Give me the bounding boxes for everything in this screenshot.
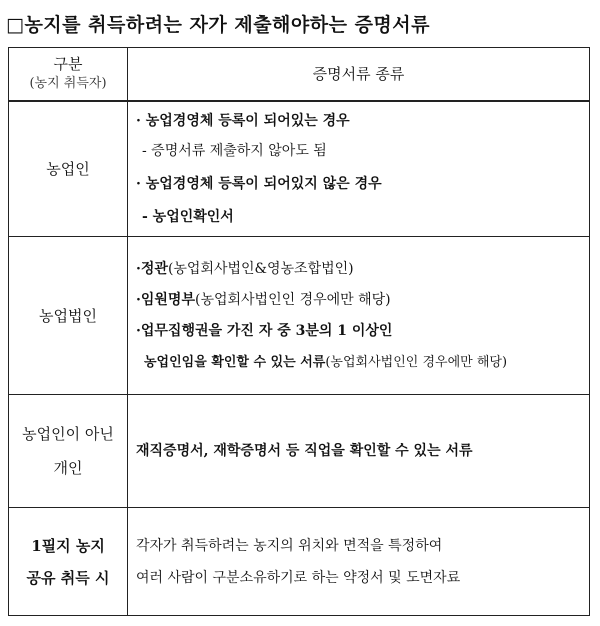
document-line xyxy=(136,285,589,316)
document-line xyxy=(136,316,589,347)
documents-cell xyxy=(128,237,590,395)
category-label-continued: 공유 취득 시 xyxy=(26,568,110,587)
document-line: 각자가 취득하려는 농지의 위치와 면적을 특정하여 xyxy=(136,537,443,554)
page-title: □농지를 취득하려는 자가 제출해야하는 증명서류 xyxy=(6,14,430,36)
documents-cell xyxy=(128,395,590,508)
document-table xyxy=(8,47,590,616)
table-row xyxy=(9,395,590,508)
category-cell xyxy=(9,101,128,237)
document-line xyxy=(136,347,589,378)
document-note: (농업회사법인&영농조합법인) xyxy=(167,260,354,277)
header-documents-cell xyxy=(128,48,590,101)
condition-line: · 농업경영체 등록이 되어있는 경우 xyxy=(136,112,350,129)
category-label: 농업인 xyxy=(46,159,90,178)
header-category-sublabel: (농지 취득자) xyxy=(29,75,107,91)
category-label: 농업법인 xyxy=(39,306,97,325)
document-line: - 농업인확인서 xyxy=(142,208,234,225)
document-line xyxy=(136,254,589,285)
header-documents-label: 증명서류 종류 xyxy=(312,65,405,84)
document-name: 농업인임을 확인할 수 있는 서류 xyxy=(144,354,326,370)
category-cell xyxy=(9,395,128,508)
table-row xyxy=(9,101,590,237)
category-label: 농업인이 아닌 xyxy=(22,425,114,443)
documents-cell xyxy=(128,508,590,616)
document-name: ·임원명부 xyxy=(136,291,195,308)
document-line: 재직증명서, 재학증명서 등 직업을 확인할 수 있는 서류 xyxy=(136,443,473,459)
document-line: - 증명서류 제출하지 않아도 됨 xyxy=(142,142,327,159)
table-row xyxy=(9,508,590,616)
header-category-cell xyxy=(9,48,128,101)
document-line: 여러 사람이 구분소유하기로 하는 약정서 및 도면자료 xyxy=(136,569,461,586)
documents-cell xyxy=(128,101,590,237)
document-note: (농업회사법인인 경우에만 해당) xyxy=(325,354,508,370)
table-header-row xyxy=(9,48,590,101)
table-row xyxy=(9,237,590,395)
category-label: 1필지 농지 xyxy=(31,536,105,555)
header-category-label: 구분 xyxy=(53,54,83,73)
document-note: (농업회사법인인 경우에만 해당) xyxy=(194,291,391,308)
condition-line: · 농업경영체 등록이 되어있지 않은 경우 xyxy=(136,175,382,192)
category-cell xyxy=(9,508,128,616)
document-name: ·업무집행권을 가진 자 중 3분의 1 이상인 xyxy=(136,322,393,339)
document-name: ·정관 xyxy=(136,260,168,277)
category-label-continued: 개인 xyxy=(53,459,83,477)
category-cell xyxy=(9,237,128,395)
